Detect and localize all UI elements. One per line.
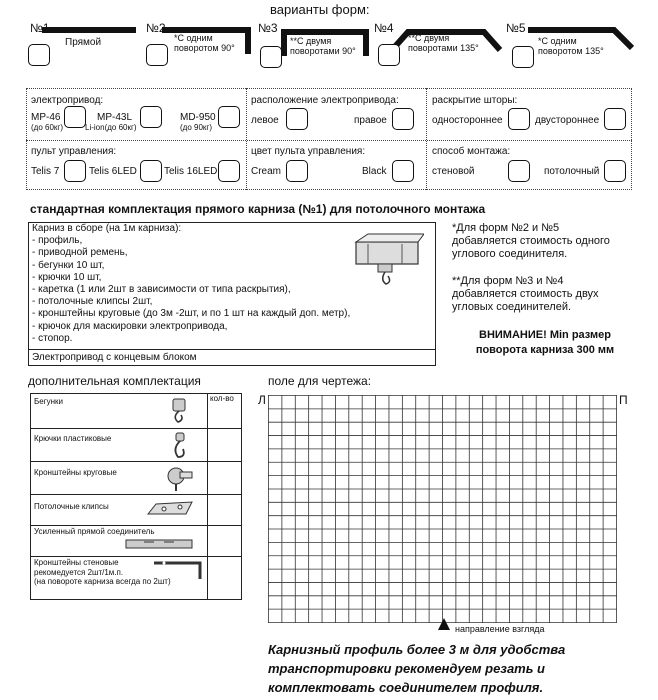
form-4-label-2: поворотами 135° (408, 43, 479, 53)
remote-color-cream-label: Cream (251, 166, 282, 177)
form-3-label-2: поворотами 90° (290, 46, 356, 56)
form-5-label-2: поворотом 135° (538, 46, 604, 56)
standard-line: - профиль, (32, 235, 83, 247)
form-3-checkbox[interactable] (260, 46, 282, 68)
note-line: **Для форм №3 и №4 (452, 275, 564, 287)
drive-mp46-sub: (до 60кг) (31, 123, 63, 132)
drive-md950-sub: (до 90кг) (180, 123, 212, 132)
row-divider (30, 461, 242, 462)
view-direction-label: направление взгляда (455, 624, 545, 634)
runner-icon (168, 397, 190, 425)
wall-bracket-line: рекомедуется 2шт/1м.п. (34, 567, 124, 577)
additional-item-round-brackets: Кронштейны круговые (34, 468, 117, 477)
footer-note (268, 640, 565, 697)
form-1-label: Прямой (65, 37, 102, 48)
wall-bracket-icon (150, 559, 204, 583)
form-4-number: №4 (374, 21, 394, 35)
mount-ceiling-label: потолочный (544, 166, 600, 177)
bracket-icon (164, 464, 194, 492)
drive-position-right-label: правое (354, 115, 387, 126)
standard-line: - бегунки 10 шт, (32, 259, 105, 271)
drive-md950-checkbox[interactable] (218, 106, 240, 128)
drive-position-left-checkbox[interactable] (286, 108, 308, 130)
drive-mp43l-label: MP-43L (97, 112, 133, 123)
note-line: углового соединителя. (452, 248, 568, 260)
standard-footer: Электропривод с концевым блоком (32, 352, 197, 363)
footer-note-line: Карнизный профиль более 3 м для удобства (268, 642, 566, 657)
standard-line: - кронштейны круговые (до 3м -2шт, и по 1 шт на каждый доп. метр), (32, 308, 351, 320)
form-2-number: №2 (146, 21, 166, 35)
options-divider (26, 140, 632, 141)
standard-line: - стопор. (32, 332, 73, 344)
note-line: *Для форм №2 и №5 (452, 222, 560, 234)
mount-title: способ монтажа: (432, 146, 511, 157)
grid-lines (268, 395, 617, 623)
note-line: добавляется стоимость одного (452, 235, 610, 247)
remote-telis7-label: Telis 7 (31, 166, 60, 177)
opening-two-checkbox[interactable] (604, 108, 626, 130)
row-divider (30, 556, 242, 557)
wall-bracket-line: (на повороте карниза всегда по 2шт) (34, 577, 171, 586)
drawing-grid[interactable] (268, 395, 617, 623)
form-5-checkbox[interactable] (512, 46, 534, 68)
standard-line: - приводной ремень, (32, 247, 128, 259)
drawing-title: поле для чертежа: (268, 374, 372, 388)
opening-title: раскрытие шторы: (432, 95, 518, 106)
form-3-number: №3 (258, 21, 278, 35)
form-1-number: №1 (30, 21, 50, 35)
qty-header: кол-во (210, 394, 234, 403)
form-3-label-1: **С двумя (290, 36, 332, 46)
form-4-checkbox[interactable] (378, 44, 400, 66)
footer-note-line: комплектовать соединителем профиля. (268, 680, 544, 695)
drive-position-title: расположение электропривода: (251, 95, 399, 106)
remote-color-black-checkbox[interactable] (392, 160, 414, 182)
note-line: угловых соединителей. (452, 301, 572, 313)
additional-item-connector: Усиленный прямой соединитель (34, 527, 155, 536)
additional-item-ceiling-clips: Потолочные клипсы (34, 502, 109, 511)
note-line: добавляется стоимость двух (452, 288, 599, 300)
form-4-label-1: **С двумя (408, 33, 450, 43)
connector-icon (124, 536, 196, 552)
form-2-label-1: *С одним (174, 33, 213, 43)
drive-mp43l-checkbox[interactable] (140, 106, 162, 128)
remote-telis16led-checkbox[interactable] (218, 160, 240, 182)
drive-title: электропривод: (31, 95, 104, 106)
additional-title: дополнительная комплектация (28, 374, 201, 388)
form-5-label-1: *С одним (538, 36, 577, 46)
mount-wall-checkbox[interactable] (508, 160, 530, 182)
mount-ceiling-checkbox[interactable] (604, 160, 626, 182)
standard-line: - потолочные клипсы 2шт, (32, 296, 153, 308)
drawing-left-label: Л (258, 393, 266, 407)
opening-one-label: одностороннее (432, 115, 503, 126)
row-divider (30, 525, 242, 526)
ceiling-clip-icon (146, 498, 194, 520)
standard-line: Карниз в сборе (на 1м карниза): (32, 223, 182, 234)
warning-line: поворота карниза 300 мм (475, 344, 615, 356)
remote-color-title: цвет пульта управления: (251, 146, 366, 157)
note-one (452, 222, 610, 261)
additional-item-hooks: Крючки пластиковые (34, 434, 112, 443)
standard-line: - крючки 10 шт, (32, 271, 102, 283)
drive-mp46-label: MP-46 (31, 112, 61, 123)
options-divider (246, 88, 247, 190)
remote-telis16led-label: Telis 16LED (164, 166, 218, 177)
drive-md950-label: MD-950 (180, 112, 216, 123)
hook-icon (170, 431, 190, 461)
footer-note-line: транспортировки рекомендуем резать и (268, 661, 545, 676)
warning-note (452, 328, 638, 358)
form-2-label-2: поворотом 90° (174, 43, 235, 53)
drive-mp43l-sub: Li-ion(до 60кг) (85, 123, 137, 132)
opening-two-label: двустороннее (535, 115, 600, 126)
standard-divider (28, 349, 436, 350)
form-2-checkbox[interactable] (146, 44, 168, 66)
wall-bracket-line: Кронштейны стеновые (34, 558, 119, 567)
row-divider (30, 428, 242, 429)
remote-telis7-checkbox[interactable] (64, 160, 86, 182)
row-divider (30, 494, 242, 495)
mount-wall-label: стеновой (432, 166, 475, 177)
note-two (452, 275, 599, 314)
additional-item-runners: Бегунки (34, 397, 64, 406)
remote-telis6led-checkbox[interactable] (140, 160, 162, 182)
opening-one-checkbox[interactable] (508, 108, 530, 130)
drive-position-right-checkbox[interactable] (392, 108, 414, 130)
standard-line: - каретка (1 или 2шт в зависимости от типа раскрытия), (32, 284, 291, 296)
remote-color-cream-checkbox[interactable] (286, 160, 308, 182)
drawing-right-label: П (619, 393, 628, 407)
standard-line: - крючок для маскировки электропривода, (32, 320, 228, 332)
remote-color-black-label: Black (362, 166, 387, 177)
qty-column-divider (207, 393, 208, 600)
standard-list (32, 223, 350, 345)
drive-mp46-checkbox[interactable] (64, 106, 86, 128)
remote-telis6led-label: Telis 6LED (89, 166, 137, 177)
view-direction-arrow-icon (437, 617, 451, 631)
drive-position-left-label: левое (251, 115, 279, 126)
form-1-checkbox[interactable] (28, 44, 50, 66)
warning-line: ВНИМАНИЕ! Min размер (479, 329, 611, 341)
profile-icon (352, 232, 424, 288)
form-5-number: №5 (506, 21, 526, 35)
remote-title: пульт управления: (31, 146, 117, 157)
standard-title: стандартная комплектация прямого карниза (№1) для потолочного монтажа (30, 202, 486, 216)
forms-title: варианты форм: (270, 2, 370, 17)
options-divider (426, 88, 427, 190)
